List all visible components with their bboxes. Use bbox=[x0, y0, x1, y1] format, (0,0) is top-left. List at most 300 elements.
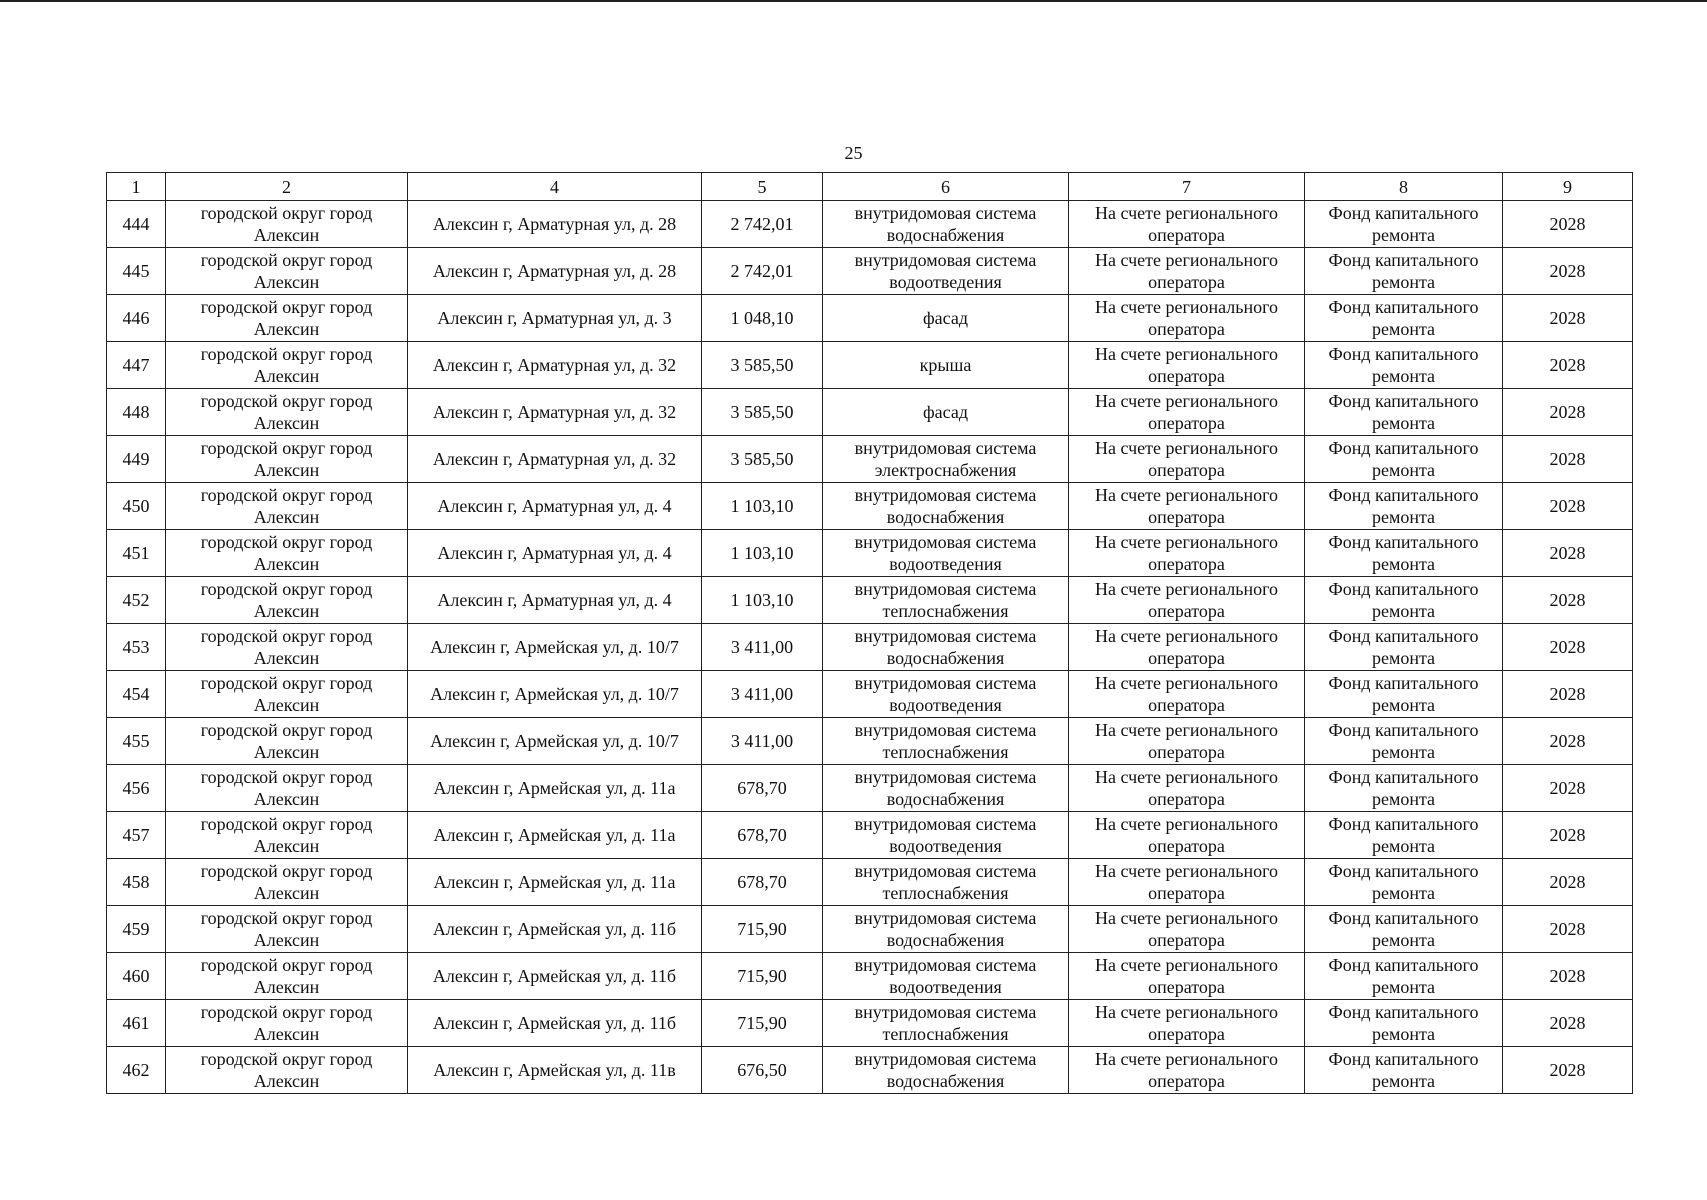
fund-account-line-2: оператора bbox=[1148, 883, 1225, 903]
table-body bbox=[107, 201, 1633, 1094]
funding-source-line-1: Фонд капитального bbox=[1328, 1002, 1479, 1022]
municipality-cell bbox=[166, 671, 408, 718]
funding-source-cell bbox=[1305, 859, 1503, 906]
address-cell: Алексин г, Арматурная ул, д. 28 bbox=[408, 201, 702, 248]
fund-account-line-2: оператора bbox=[1148, 225, 1225, 245]
structural-element-cell bbox=[823, 624, 1069, 671]
funding-source-line-1: Фонд капитального bbox=[1328, 814, 1479, 834]
funding-source-line-1: Фонд капитального bbox=[1328, 485, 1479, 505]
municipality-line-1: городской округ город bbox=[200, 673, 373, 693]
funding-source-line-1: Фонд капитального bbox=[1328, 297, 1479, 317]
address-cell: Алексин г, Армейская ул, д. 11б bbox=[408, 1000, 702, 1047]
structural-element-line-1: фасад bbox=[922, 308, 968, 328]
area-cell: 3 411,00 bbox=[702, 624, 823, 671]
year-cell: 2028 bbox=[1503, 765, 1633, 812]
municipality-line-2: Алексин bbox=[253, 413, 320, 433]
municipality-line-2: Алексин bbox=[253, 460, 320, 480]
fund-account-line-1: На счете регионального bbox=[1094, 1049, 1279, 1069]
municipality-line-1: городской округ город bbox=[200, 485, 373, 505]
municipality-line-2: Алексин bbox=[253, 977, 320, 997]
municipality-line-1: городской округ город bbox=[200, 438, 373, 458]
fund-account-line-1: На счете регионального bbox=[1094, 1002, 1279, 1022]
municipality-cell bbox=[166, 1000, 408, 1047]
fund-account-cell bbox=[1069, 389, 1305, 436]
funding-source-cell bbox=[1305, 389, 1503, 436]
funding-source-line-2: ремонта bbox=[1371, 836, 1436, 856]
table-row bbox=[107, 248, 1633, 295]
address-cell: Алексин г, Арматурная ул, д. 3 bbox=[408, 295, 702, 342]
repair-register-table bbox=[106, 172, 1633, 1094]
municipality-line-2: Алексин bbox=[253, 601, 320, 621]
fund-account-line-1: На счете регионального bbox=[1094, 814, 1279, 834]
row-number-cell: 455 bbox=[107, 718, 166, 765]
funding-source-cell bbox=[1305, 295, 1503, 342]
year-cell: 2028 bbox=[1503, 530, 1633, 577]
row-number-cell: 454 bbox=[107, 671, 166, 718]
funding-source-line-1: Фонд капитального bbox=[1328, 861, 1479, 881]
row-number-cell: 449 bbox=[107, 436, 166, 483]
table-row bbox=[107, 577, 1633, 624]
area-cell: 3 585,50 bbox=[702, 342, 823, 389]
table-row bbox=[107, 483, 1633, 530]
funding-source-line-1: Фонд капитального bbox=[1328, 908, 1479, 928]
table-row bbox=[107, 812, 1633, 859]
row-number-cell: 446 bbox=[107, 295, 166, 342]
row-number-cell: 452 bbox=[107, 577, 166, 624]
address-cell: Алексин г, Арматурная ул, д. 4 bbox=[408, 483, 702, 530]
row-number-cell: 461 bbox=[107, 1000, 166, 1047]
address-cell: Алексин г, Армейская ул, д. 10/7 bbox=[408, 718, 702, 765]
col-header-8: 8 bbox=[1305, 173, 1503, 201]
area-cell: 678,70 bbox=[702, 859, 823, 906]
year-cell: 2028 bbox=[1503, 201, 1633, 248]
municipality-line-1: городской округ город bbox=[200, 1049, 373, 1069]
municipality-line-1: городской округ город bbox=[200, 203, 373, 223]
fund-account-line-2: оператора bbox=[1148, 695, 1225, 715]
funding-source-line-2: ремонта bbox=[1371, 319, 1436, 339]
address-cell: Алексин г, Армейская ул, д. 11а bbox=[408, 812, 702, 859]
area-cell: 715,90 bbox=[702, 906, 823, 953]
top-border-line bbox=[0, 0, 1707, 2]
fund-account-cell bbox=[1069, 624, 1305, 671]
fund-account-cell bbox=[1069, 1000, 1305, 1047]
funding-source-line-2: ремонта bbox=[1371, 413, 1436, 433]
funding-source-cell bbox=[1305, 577, 1503, 624]
fund-account-cell bbox=[1069, 248, 1305, 295]
structural-element-line-2: водоотведения bbox=[889, 695, 1002, 715]
structural-element-line-2: теплоснабжения bbox=[882, 742, 1009, 762]
area-cell: 1 103,10 bbox=[702, 577, 823, 624]
funding-source-cell bbox=[1305, 201, 1503, 248]
funding-source-cell bbox=[1305, 718, 1503, 765]
fund-account-line-2: оператора bbox=[1148, 554, 1225, 574]
col-header-7: 7 bbox=[1069, 173, 1305, 201]
address-cell: Алексин г, Арматурная ул, д. 28 bbox=[408, 248, 702, 295]
structural-element-line-2: водоснабжения bbox=[886, 789, 1005, 809]
row-number-cell: 460 bbox=[107, 953, 166, 1000]
funding-source-line-1: Фонд капитального bbox=[1328, 626, 1479, 646]
municipality-cell bbox=[166, 718, 408, 765]
structural-element-cell bbox=[823, 483, 1069, 530]
row-number-cell: 448 bbox=[107, 389, 166, 436]
structural-element-cell bbox=[823, 1047, 1069, 1094]
structural-element-cell bbox=[823, 859, 1069, 906]
structural-element-line-1: внутридомовая система bbox=[854, 203, 1037, 223]
municipality-cell bbox=[166, 624, 408, 671]
address-cell: Алексин г, Арматурная ул, д. 4 bbox=[408, 530, 702, 577]
funding-source-line-1: Фонд капитального bbox=[1328, 203, 1479, 223]
row-number-cell: 457 bbox=[107, 812, 166, 859]
funding-source-line-2: ремонта bbox=[1371, 883, 1436, 903]
table-row bbox=[107, 671, 1633, 718]
structural-element-cell bbox=[823, 953, 1069, 1000]
structural-element-line-2: электроснабжения bbox=[874, 460, 1017, 480]
structural-element-line-1: внутридомовая система bbox=[854, 626, 1037, 646]
col-header-2: 2 bbox=[166, 173, 408, 201]
funding-source-cell bbox=[1305, 812, 1503, 859]
year-cell: 2028 bbox=[1503, 812, 1633, 859]
address-cell: Алексин г, Арматурная ул, д. 32 bbox=[408, 342, 702, 389]
municipality-line-2: Алексин bbox=[253, 1024, 320, 1044]
address-cell: Алексин г, Арматурная ул, д. 32 bbox=[408, 389, 702, 436]
funding-source-line-2: ремонта bbox=[1371, 554, 1436, 574]
municipality-line-2: Алексин bbox=[253, 789, 320, 809]
fund-account-line-1: На счете регионального bbox=[1094, 908, 1279, 928]
year-cell: 2028 bbox=[1503, 577, 1633, 624]
funding-source-line-1: Фонд капитального bbox=[1328, 344, 1479, 364]
fund-account-line-2: оператора bbox=[1148, 930, 1225, 950]
structural-element-line-2: теплоснабжения bbox=[882, 883, 1009, 903]
funding-source-cell bbox=[1305, 671, 1503, 718]
fund-account-line-2: оператора bbox=[1148, 648, 1225, 668]
table-row bbox=[107, 201, 1633, 248]
area-cell: 1 103,10 bbox=[702, 483, 823, 530]
fund-account-line-1: На счете регионального bbox=[1094, 532, 1279, 552]
row-number-cell: 447 bbox=[107, 342, 166, 389]
fund-account-line-2: оператора bbox=[1148, 789, 1225, 809]
area-cell: 678,70 bbox=[702, 812, 823, 859]
municipality-cell bbox=[166, 389, 408, 436]
municipality-cell bbox=[166, 812, 408, 859]
municipality-line-1: городской округ город bbox=[200, 532, 373, 552]
fund-account-cell bbox=[1069, 342, 1305, 389]
structural-element-cell bbox=[823, 342, 1069, 389]
municipality-line-2: Алексин bbox=[253, 225, 320, 245]
structural-element-line-2: водоотведения bbox=[889, 554, 1002, 574]
table-row bbox=[107, 624, 1633, 671]
table-row bbox=[107, 765, 1633, 812]
funding-source-line-1: Фонд капитального bbox=[1328, 438, 1479, 458]
table-row bbox=[107, 389, 1633, 436]
col-header-6: 6 bbox=[823, 173, 1069, 201]
fund-account-line-2: оператора bbox=[1148, 742, 1225, 762]
municipality-line-1: городской округ город bbox=[200, 767, 373, 787]
municipality-cell bbox=[166, 953, 408, 1000]
structural-element-cell bbox=[823, 530, 1069, 577]
year-cell: 2028 bbox=[1503, 248, 1633, 295]
structural-element-cell bbox=[823, 436, 1069, 483]
fund-account-line-2: оператора bbox=[1148, 1071, 1225, 1091]
address-cell: Алексин г, Армейская ул, д. 10/7 bbox=[408, 671, 702, 718]
fund-account-line-1: На счете регионального bbox=[1094, 485, 1279, 505]
fund-account-cell bbox=[1069, 201, 1305, 248]
funding-source-cell bbox=[1305, 342, 1503, 389]
municipality-line-1: городской округ город bbox=[200, 391, 373, 411]
structural-element-line-1: внутридомовая система bbox=[854, 532, 1037, 552]
municipality-line-2: Алексин bbox=[253, 836, 320, 856]
column-number-header-row bbox=[107, 173, 1633, 201]
area-cell: 1 103,10 bbox=[702, 530, 823, 577]
area-cell: 676,50 bbox=[702, 1047, 823, 1094]
row-number-cell: 459 bbox=[107, 906, 166, 953]
fund-account-line-1: На счете регионального bbox=[1094, 673, 1279, 693]
fund-account-line-1: На счете регионального bbox=[1094, 626, 1279, 646]
row-number-cell: 462 bbox=[107, 1047, 166, 1094]
structural-element-line-1: внутридомовая система bbox=[854, 438, 1037, 458]
address-cell: Алексин г, Армейская ул, д. 11б bbox=[408, 906, 702, 953]
row-number-cell: 445 bbox=[107, 248, 166, 295]
structural-element-line-1: внутридомовая система bbox=[854, 1049, 1037, 1069]
year-cell: 2028 bbox=[1503, 718, 1633, 765]
fund-account-cell bbox=[1069, 436, 1305, 483]
funding-source-cell bbox=[1305, 1047, 1503, 1094]
municipality-line-1: городской округ город bbox=[200, 250, 373, 270]
year-cell: 2028 bbox=[1503, 859, 1633, 906]
page-number: 25 bbox=[844, 143, 863, 163]
municipality-cell bbox=[166, 295, 408, 342]
structural-element-line-1: внутридомовая система bbox=[854, 673, 1037, 693]
fund-account-line-1: На счете регионального bbox=[1094, 344, 1279, 364]
municipality-line-1: городской округ город bbox=[200, 814, 373, 834]
structural-element-line-2: водоснабжения bbox=[886, 930, 1005, 950]
year-cell: 2028 bbox=[1503, 342, 1633, 389]
row-number-cell: 458 bbox=[107, 859, 166, 906]
area-cell: 715,90 bbox=[702, 953, 823, 1000]
structural-element-line-2: теплоснабжения bbox=[882, 601, 1009, 621]
fund-account-cell bbox=[1069, 812, 1305, 859]
area-cell: 3 585,50 bbox=[702, 389, 823, 436]
structural-element-line-1: внутридомовая система bbox=[854, 485, 1037, 505]
structural-element-line-2: водоснабжения bbox=[886, 1071, 1005, 1091]
year-cell: 2028 bbox=[1503, 436, 1633, 483]
table-row bbox=[107, 906, 1633, 953]
fund-account-cell bbox=[1069, 577, 1305, 624]
structural-element-line-2: водоотведения bbox=[889, 977, 1002, 997]
structural-element-cell bbox=[823, 248, 1069, 295]
fund-account-cell bbox=[1069, 953, 1305, 1000]
year-cell: 2028 bbox=[1503, 389, 1633, 436]
municipality-line-1: городской округ город bbox=[200, 720, 373, 740]
row-number-cell: 450 bbox=[107, 483, 166, 530]
funding-source-line-2: ремонта bbox=[1371, 977, 1436, 997]
year-cell: 2028 bbox=[1503, 483, 1633, 530]
area-cell: 3 411,00 bbox=[702, 671, 823, 718]
municipality-line-2: Алексин bbox=[253, 507, 320, 527]
municipality-cell bbox=[166, 577, 408, 624]
funding-source-cell bbox=[1305, 624, 1503, 671]
year-cell: 2028 bbox=[1503, 624, 1633, 671]
area-cell: 678,70 bbox=[702, 765, 823, 812]
table-row bbox=[107, 295, 1633, 342]
structural-element-line-1: крыша bbox=[919, 355, 972, 375]
municipality-cell bbox=[166, 436, 408, 483]
structural-element-line-1: внутридомовая система bbox=[854, 1002, 1037, 1022]
municipality-line-2: Алексин bbox=[253, 930, 320, 950]
structural-element-cell bbox=[823, 295, 1069, 342]
funding-source-line-2: ремонта bbox=[1371, 507, 1436, 527]
fund-account-line-2: оператора bbox=[1148, 601, 1225, 621]
structural-element-line-1: внутридомовая система bbox=[854, 720, 1037, 740]
funding-source-line-2: ремонта bbox=[1371, 272, 1436, 292]
municipality-line-1: городской округ город bbox=[200, 344, 373, 364]
municipality-cell bbox=[166, 906, 408, 953]
funding-source-cell bbox=[1305, 483, 1503, 530]
table-row bbox=[107, 859, 1633, 906]
fund-account-line-1: На счете регионального bbox=[1094, 391, 1279, 411]
funding-source-line-1: Фонд капитального bbox=[1328, 767, 1479, 787]
address-cell: Алексин г, Армейская ул, д. 11в bbox=[408, 1047, 702, 1094]
fund-account-cell bbox=[1069, 765, 1305, 812]
funding-source-cell bbox=[1305, 906, 1503, 953]
col-header-4: 4 bbox=[408, 173, 702, 201]
municipality-line-2: Алексин bbox=[253, 366, 320, 386]
structural-element-cell bbox=[823, 1000, 1069, 1047]
table-row bbox=[107, 1047, 1633, 1094]
municipality-cell bbox=[166, 1047, 408, 1094]
municipality-line-1: городской округ город bbox=[200, 626, 373, 646]
structural-element-cell bbox=[823, 577, 1069, 624]
structural-element-cell bbox=[823, 906, 1069, 953]
row-number-cell: 456 bbox=[107, 765, 166, 812]
municipality-cell bbox=[166, 483, 408, 530]
funding-source-cell bbox=[1305, 1000, 1503, 1047]
address-cell: Алексин г, Армейская ул, д. 11б bbox=[408, 953, 702, 1000]
funding-source-line-2: ремонта bbox=[1371, 695, 1436, 715]
structural-element-line-1: внутридомовая система bbox=[854, 861, 1037, 881]
fund-account-line-1: На счете регионального bbox=[1094, 579, 1279, 599]
fund-account-cell bbox=[1069, 295, 1305, 342]
fund-account-line-1: На счете регионального bbox=[1094, 720, 1279, 740]
structural-element-line-2: водоотведения bbox=[889, 272, 1002, 292]
funding-source-line-1: Фонд капитального bbox=[1328, 1049, 1479, 1069]
year-cell: 2028 bbox=[1503, 953, 1633, 1000]
fund-account-cell bbox=[1069, 1047, 1305, 1094]
address-cell: Алексин г, Арматурная ул, д. 32 bbox=[408, 436, 702, 483]
fund-account-cell bbox=[1069, 906, 1305, 953]
funding-source-cell bbox=[1305, 248, 1503, 295]
municipality-cell bbox=[166, 342, 408, 389]
municipality-cell bbox=[166, 201, 408, 248]
funding-source-cell bbox=[1305, 765, 1503, 812]
row-number-cell: 451 bbox=[107, 530, 166, 577]
year-cell: 2028 bbox=[1503, 671, 1633, 718]
structural-element-line-1: внутридомовая система bbox=[854, 579, 1037, 599]
fund-account-cell bbox=[1069, 718, 1305, 765]
municipality-line-1: городской округ город bbox=[200, 1002, 373, 1022]
row-number-cell: 444 bbox=[107, 201, 166, 248]
structural-element-line-1: внутридомовая система bbox=[854, 814, 1037, 834]
area-cell: 2 742,01 bbox=[702, 248, 823, 295]
fund-account-line-2: оператора bbox=[1148, 977, 1225, 997]
structural-element-cell bbox=[823, 765, 1069, 812]
funding-source-cell bbox=[1305, 953, 1503, 1000]
table-row bbox=[107, 953, 1633, 1000]
year-cell: 2028 bbox=[1503, 1047, 1633, 1094]
municipality-line-1: городской округ город bbox=[200, 861, 373, 881]
funding-source-line-1: Фонд капитального bbox=[1328, 955, 1479, 975]
municipality-cell bbox=[166, 765, 408, 812]
funding-source-line-1: Фонд капитального bbox=[1328, 532, 1479, 552]
structural-element-line-1: внутридомовая система bbox=[854, 955, 1037, 975]
municipality-line-1: городской округ город bbox=[200, 908, 373, 928]
structural-element-cell bbox=[823, 718, 1069, 765]
fund-account-line-2: оператора bbox=[1148, 319, 1225, 339]
municipality-cell bbox=[166, 248, 408, 295]
year-cell: 2028 bbox=[1503, 1000, 1633, 1047]
year-cell: 2028 bbox=[1503, 906, 1633, 953]
funding-source-line-1: Фонд капитального bbox=[1328, 673, 1479, 693]
funding-source-line-2: ремонта bbox=[1371, 601, 1436, 621]
address-cell: Алексин г, Армейская ул, д. 11а bbox=[408, 859, 702, 906]
funding-source-line-2: ремонта bbox=[1371, 460, 1436, 480]
municipality-line-1: городской округ город bbox=[200, 579, 373, 599]
structural-element-line-2: водоснабжения bbox=[886, 507, 1005, 527]
fund-account-line-2: оператора bbox=[1148, 507, 1225, 527]
municipality-line-2: Алексин bbox=[253, 648, 320, 668]
col-header-5: 5 bbox=[702, 173, 823, 201]
municipality-line-2: Алексин bbox=[253, 272, 320, 292]
fund-account-line-1: На счете регионального bbox=[1094, 438, 1279, 458]
address-cell: Алексин г, Армейская ул, д. 11а bbox=[408, 765, 702, 812]
funding-source-line-2: ремонта bbox=[1371, 225, 1436, 245]
structural-element-line-1: внутридомовая система bbox=[854, 908, 1037, 928]
funding-source-line-2: ремонта bbox=[1371, 648, 1436, 668]
fund-account-line-2: оператора bbox=[1148, 460, 1225, 480]
table-row bbox=[107, 1000, 1633, 1047]
funding-source-line-1: Фонд капитального bbox=[1328, 720, 1479, 740]
fund-account-line-2: оператора bbox=[1148, 836, 1225, 856]
col-header-9: 9 bbox=[1503, 173, 1633, 201]
area-cell: 1 048,10 bbox=[702, 295, 823, 342]
area-cell: 715,90 bbox=[702, 1000, 823, 1047]
fund-account-line-2: оператора bbox=[1148, 272, 1225, 292]
fund-account-cell bbox=[1069, 859, 1305, 906]
area-cell: 3 411,00 bbox=[702, 718, 823, 765]
municipality-cell bbox=[166, 859, 408, 906]
funding-source-cell bbox=[1305, 530, 1503, 577]
structural-element-line-1: фасад bbox=[922, 402, 968, 422]
fund-account-line-2: оператора bbox=[1148, 366, 1225, 386]
funding-source-line-1: Фонд капитального bbox=[1328, 250, 1479, 270]
structural-element-cell bbox=[823, 201, 1069, 248]
funding-source-line-2: ремонта bbox=[1371, 1071, 1436, 1091]
funding-source-line-1: Фонд капитального bbox=[1328, 391, 1479, 411]
municipality-line-1: городской округ город bbox=[200, 297, 373, 317]
address-cell: Алексин г, Арматурная ул, д. 4 bbox=[408, 577, 702, 624]
fund-account-cell bbox=[1069, 483, 1305, 530]
funding-source-line-2: ремонта bbox=[1371, 930, 1436, 950]
municipality-line-2: Алексин bbox=[253, 319, 320, 339]
structural-element-line-2: водоснабжения bbox=[886, 648, 1005, 668]
funding-source-line-2: ремонта bbox=[1371, 742, 1436, 762]
structural-element-line-2: теплоснабжения bbox=[882, 1024, 1009, 1044]
fund-account-cell bbox=[1069, 530, 1305, 577]
table-row bbox=[107, 530, 1633, 577]
area-cell: 2 742,01 bbox=[702, 201, 823, 248]
table-row bbox=[107, 436, 1633, 483]
structural-element-cell bbox=[823, 812, 1069, 859]
fund-account-line-1: На счете регионального bbox=[1094, 861, 1279, 881]
